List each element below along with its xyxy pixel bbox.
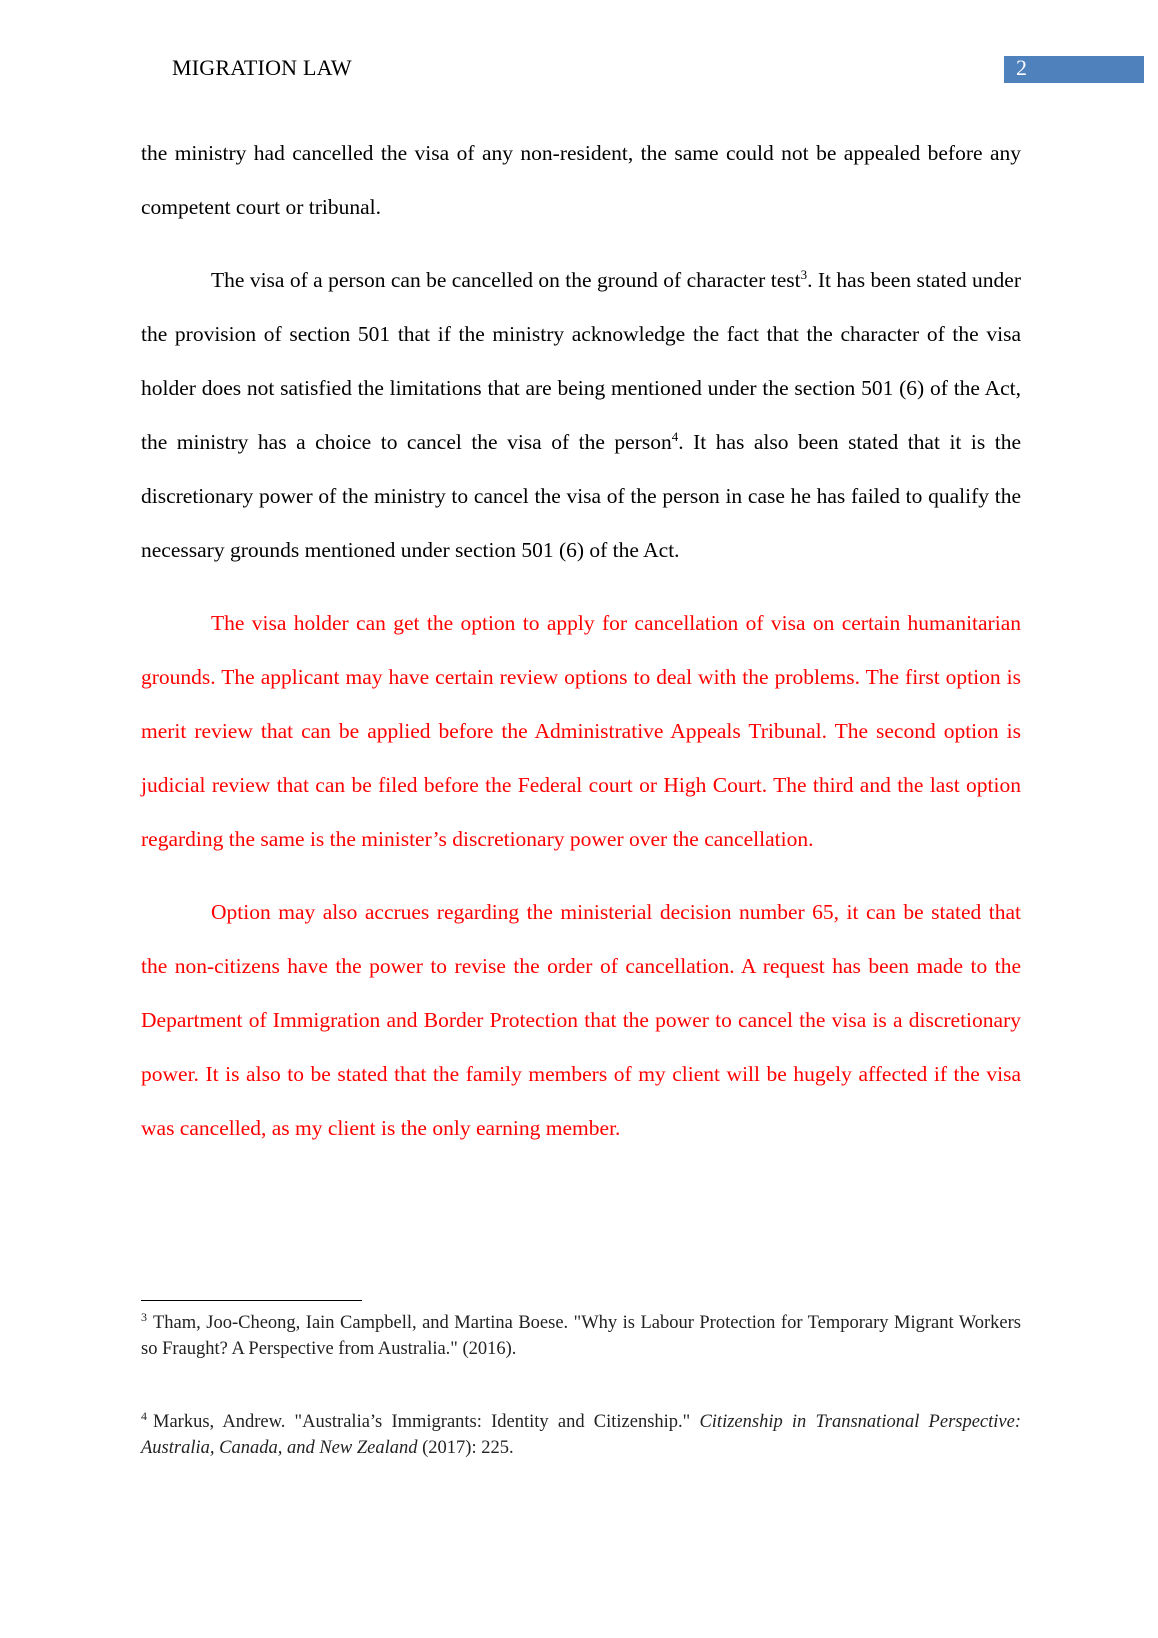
footnote-ref-3[interactable]: 3 — [800, 266, 808, 282]
footnotes — [141, 1310, 1021, 1362]
footnote-separator — [141, 1300, 362, 1301]
footnote-3 — [141, 1310, 1021, 1362]
page-number: 2 — [1016, 55, 1027, 80]
paragraph-2 — [141, 253, 1021, 577]
footnotes-2 — [141, 1409, 1021, 1461]
footnote-4-mark: 4 — [141, 1408, 147, 1423]
footnote-4-text: Markus, Andrew. "Australia’s Immigrants: Identity and Citizenship." — [153, 1412, 691, 1432]
footnote-3-mark: 3 — [141, 1309, 147, 1324]
paragraph-2-text-c: . It has also been stated that it is the discretionary power of the ministry to cancel the visa of the person in case he has failed to qualify the necessary grounds mentioned under section 501 (6) of the Act. — [141, 430, 1021, 562]
document-body — [141, 126, 1021, 1174]
footnote-3-text: Tham, Joo-Cheong, Iain Campbell, and Martina Boese. "Why is Labour Protection for Temporary Migrant Workers so Fraught? A Perspective from Australia." (2016). — [141, 1313, 1021, 1359]
running-header-title: MIGRATION LAW — [172, 55, 352, 80]
paragraph-2-text-b: . It has been stated under the provision of section 501 that if the ministry acknowledge the fact that the character of the visa holder does not satisfied the limitations that are being mentioned under the section 501 (6) of the Act, the ministry has a choice to cancel the visa of the person — [141, 268, 1021, 454]
footnote-ref-4[interactable]: 4 — [671, 428, 679, 444]
paragraph-4-highlighted: Option may also accrues regarding the ministerial decision number 65, it can be stated that the non-citizens have the power to revise the order of cancellation. A request has been made to the Department of Immigration and Border Protection that the power to cancel the visa is a discretionary power. It is also to be stated that the family members of my client will be hugely affected if the visa was cancelled, as my client is the only earning member. — [141, 900, 1021, 1140]
paragraph-1: the ministry had cancelled the visa of any non-resident, the same could not be appealed before any competent court or tribunal. — [141, 141, 1021, 219]
footnote-4 — [141, 1409, 1021, 1461]
footnote-4-journal: Citizenship in Transnational Perspective: Australia, Canada, and New Zealand — [141, 1412, 1022, 1458]
paragraph-2-text-a: The visa of a person can be cancelled on the ground of character test — [211, 268, 801, 292]
paragraph-3-highlighted: The visa holder can get the option to apply for cancellation of visa on certain humanitarian grounds. The applicant may have certain review options to deal with the problems. The first option is merit review that can be applied before the Administrative Appeals Tribunal. The second option is judicial review that can be filed before the Federal court or High Court. The third and the last option regarding the same is the minister’s discretionary power over the cancellation. — [141, 611, 1021, 851]
footnote-4-tail: (2017): 225. — [422, 1438, 514, 1458]
